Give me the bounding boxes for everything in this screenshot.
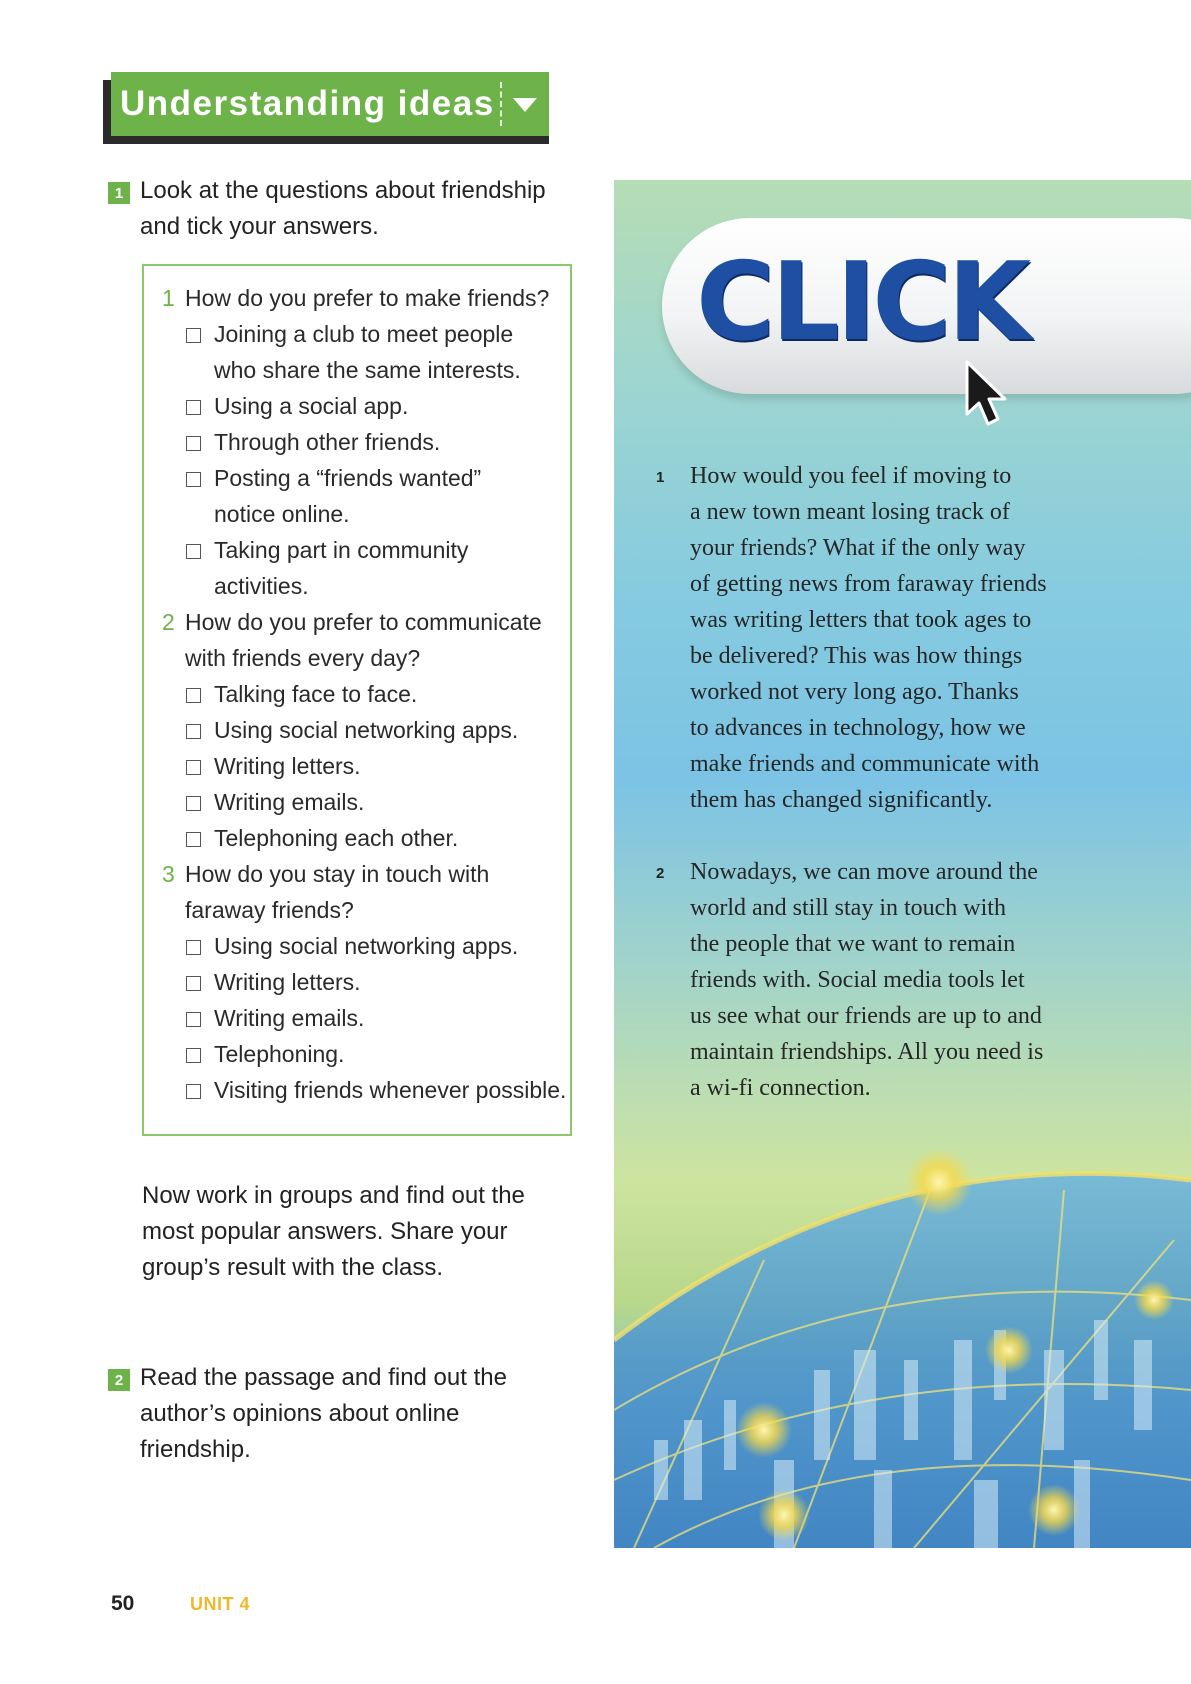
reading-passage-panel — [614, 180, 1191, 1548]
paragraph-2-number: 2 — [656, 865, 665, 882]
group-task-line: most popular answers. Share your — [142, 1218, 508, 1245]
section-header[interactable] — [111, 72, 549, 136]
passage-line: be delivered? This was how things — [690, 643, 1023, 669]
activity-1-instruction — [140, 173, 546, 245]
option-label-cont: activities. — [214, 573, 309, 599]
passage-line: friends with. Social media tools let — [690, 967, 1025, 993]
question-2-text-cont: with friends every day? — [185, 645, 421, 671]
option-label: Visiting friends whenever possible. — [214, 1077, 567, 1103]
group-task-text — [142, 1178, 525, 1286]
option-checkbox[interactable] — [186, 760, 201, 775]
option-checkbox[interactable] — [186, 724, 201, 739]
paragraph-1-number: 1 — [656, 469, 665, 486]
unit-label: UNIT 4 — [190, 1594, 251, 1614]
option-label: Posting a “friends wanted” — [214, 465, 482, 491]
activity-2-instruction — [140, 1360, 507, 1468]
question-2-number: 2 — [162, 609, 175, 635]
activity-1-badge: 1 — [108, 182, 130, 204]
question-3-text-cont: faraway friends? — [185, 897, 354, 923]
question-3-number: 3 — [162, 861, 175, 887]
passage-line: was writing letters that took ages to — [690, 607, 1032, 633]
passage-line: worked not very long ago. Thanks — [690, 679, 1019, 705]
question-3-text: How do you stay in touch with — [185, 861, 490, 887]
option-label: Using a social app. — [214, 393, 409, 419]
option-checkbox[interactable] — [186, 544, 201, 559]
option-checkbox[interactable] — [186, 472, 201, 487]
group-task-line: group’s result with the class. — [142, 1254, 444, 1281]
passage-title: CLICK — [696, 240, 1028, 365]
section-title: Understanding ideas — [120, 84, 495, 123]
option-checkbox[interactable] — [186, 688, 201, 703]
option-label: Writing emails. — [214, 789, 365, 815]
option-checkbox[interactable] — [186, 976, 201, 991]
passage-line: world and still stay in touch with — [690, 895, 1006, 921]
option-label-cont: who share the same interests. — [214, 357, 521, 383]
option-label: Telephoning each other. — [214, 825, 459, 851]
option-checkbox[interactable] — [186, 940, 201, 955]
passage-line: of getting news from faraway friends — [690, 571, 1047, 597]
option-checkbox[interactable] — [186, 328, 201, 343]
instruction-line: Read the passage and find out the — [140, 1364, 507, 1391]
mouse-cursor-icon — [961, 358, 1017, 430]
activity-2-badge: 2 — [108, 1369, 130, 1391]
option-label: Writing letters. — [214, 753, 361, 779]
instruction-line: author’s opinions about online — [140, 1400, 460, 1427]
option-label: Talking face to face. — [214, 681, 418, 707]
option-label: Telephoning. — [214, 1041, 345, 1067]
passage-line: a new town meant losing track of — [690, 499, 1010, 525]
option-checkbox[interactable] — [186, 1048, 201, 1063]
header-divider — [500, 82, 502, 126]
passage-line: the people that we want to remain — [690, 931, 1016, 957]
passage-line: How would you feel if moving to — [690, 463, 1012, 489]
option-label: Using social networking apps. — [214, 933, 519, 959]
paragraph-1 — [690, 458, 1090, 818]
passage-line: make friends and communicate with — [690, 751, 1040, 777]
option-checkbox[interactable] — [186, 1012, 201, 1027]
group-task-line: Now work in groups and find out the — [142, 1182, 525, 1209]
chevron-down-icon[interactable] — [513, 98, 537, 112]
instruction-line: and tick your answers. — [140, 213, 379, 240]
option-label-cont: notice online. — [214, 501, 350, 527]
passage-line: your friends? What if the only way — [690, 535, 1026, 561]
option-checkbox[interactable] — [186, 1084, 201, 1099]
option-label: Through other friends. — [214, 429, 441, 455]
option-label: Joining a club to meet people — [214, 321, 514, 347]
passage-line: maintain friendships. All you need is — [690, 1039, 1044, 1065]
passage-line: a wi-fi connection. — [690, 1075, 871, 1101]
option-label: Taking part in community — [214, 537, 469, 563]
question-2-text: How do you prefer to communicate — [185, 609, 542, 635]
option-checkbox[interactable] — [186, 400, 201, 415]
passage-line: us see what our friends are up to and — [690, 1003, 1042, 1029]
instruction-line: friendship. — [140, 1436, 251, 1463]
option-label: Using social networking apps. — [214, 717, 519, 743]
instruction-line: Look at the questions about friendship — [140, 177, 546, 204]
option-label: Writing emails. — [214, 1005, 365, 1031]
paragraph-2 — [690, 854, 1090, 1106]
question-1-number: 1 — [162, 285, 175, 311]
option-label: Writing letters. — [214, 969, 361, 995]
passage-line: to advances in technology, how we — [690, 715, 1026, 741]
passage-line: them has changed significantly. — [690, 787, 993, 813]
option-checkbox[interactable] — [186, 436, 201, 451]
question-1-text: How do you prefer to make friends? — [185, 285, 550, 311]
option-checkbox[interactable] — [186, 832, 201, 847]
passage-line: Nowadays, we can move around the — [690, 859, 1038, 885]
option-checkbox[interactable] — [186, 796, 201, 811]
page-number: 50 — [111, 1592, 135, 1615]
